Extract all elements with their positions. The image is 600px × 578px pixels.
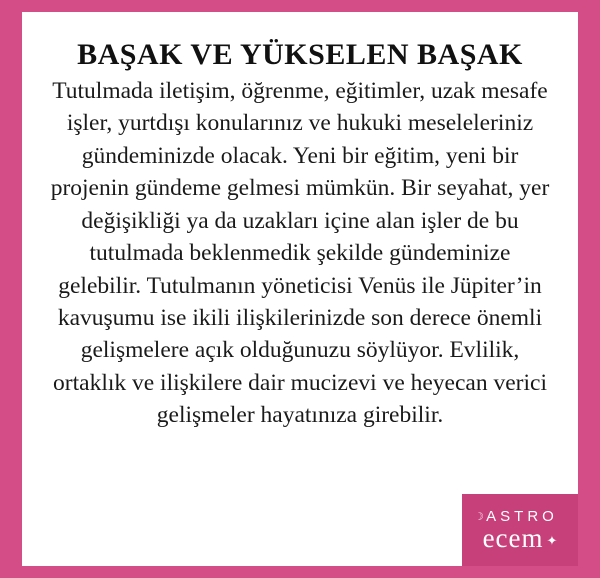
horoscope-card: [22, 12, 578, 566]
page-title: BAŞAK VE YÜKSELEN BAŞAK: [77, 38, 523, 71]
star-icon: ✦: [546, 532, 558, 548]
logo-bottom-text: ecem: [482, 523, 544, 554]
logo-bottom-row: [482, 523, 558, 554]
astro-ecem-logo: [462, 494, 578, 566]
logo-top-text: ASTRO: [486, 508, 558, 526]
card-content: [22, 12, 578, 432]
crescent-moon-icon: ☽: [474, 511, 484, 523]
horoscope-body-text: Tutulmada iletişim, öğrenme, eğitimler, uzak mesafe işler, yurtdışı konularınız ve hukuki meseleleriniz gündeminizde olacak. Yeni bir eğitim, yeni bir projenin gündeme gelmesi mümkün. Bir seyahat, yer değişikliği ya da uzakları içine alan işler de bu tutulmada beklenmedik şekilde gündeminize gelebilir. Tutulmanın yöneticisi Venüs ile Jüpiter’in kavuşumu ise ikili ilişkilerinizde son derece önemli gelişmelere açık olduğunuzu söylüyor. Evlilik, ortaklık ve ilişkilere dair mucizevi ve heyecan verici gelişmeler hayatınıza girebilir.: [50, 78, 550, 429]
